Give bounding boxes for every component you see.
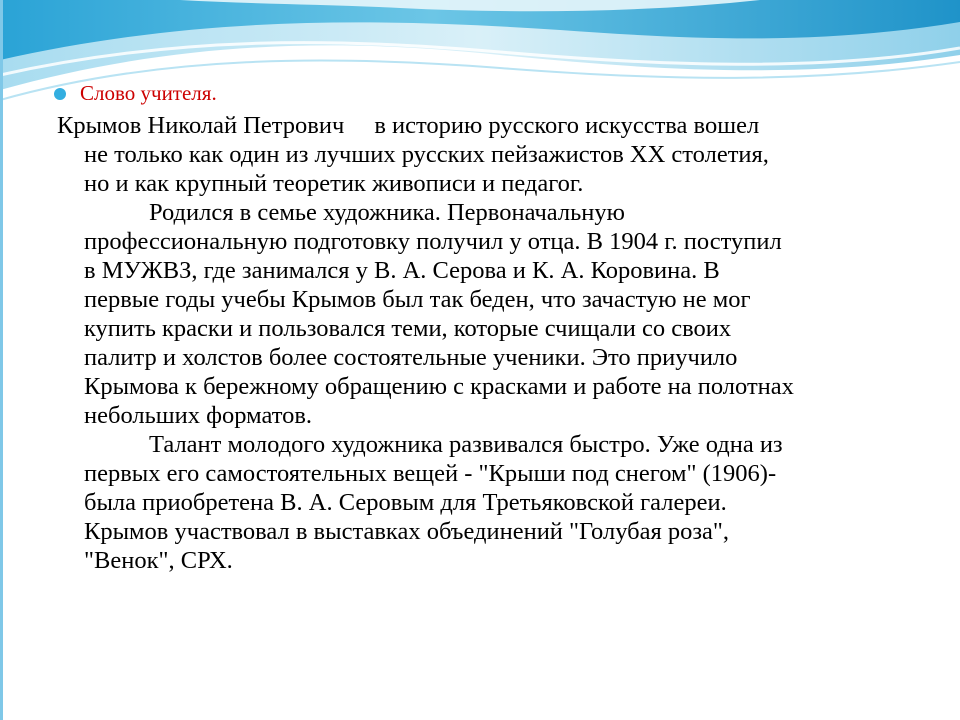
text-line: Крымова к бережному обращению с красками и работе на полотнах <box>84 373 794 400</box>
text-line: купить краски и пользовался теми, которые счищали со своих <box>84 315 732 342</box>
bullet-icon <box>54 88 66 100</box>
text-line: небольших форматов. <box>84 402 313 429</box>
text-line: не только как один из лучших русских пейзажистов XX столетия, <box>84 141 769 168</box>
text-line: профессиональную подготовку получил у отца. В 1904 г. поступил <box>84 228 782 255</box>
text-line: Талант молодого художника развивался быстро. Уже одна из <box>149 431 783 458</box>
left-edge-stripe <box>0 0 3 720</box>
text-line: но и как крупный теоретик живописи и педагог. <box>84 170 584 197</box>
text-line: Крымов участвовал в выставках объединений "Голубая роза", <box>84 518 730 545</box>
text-line <box>40 111 940 140</box>
text-line: Родился в семье художника. Первоначальную <box>149 199 625 226</box>
text-line: первые годы учебы Крымов был так беден, что зачастую не мог <box>84 286 751 313</box>
bullet-heading <box>54 80 217 106</box>
text-line: была приобретена В. А. Серовым для Третьяковской галереи. <box>84 489 727 516</box>
body-text <box>40 111 940 575</box>
text-line-part: в историю русского искусства вошел <box>374 112 760 139</box>
bullet-text: Слово учителя. <box>80 80 217 105</box>
text-line-part: Крымов Николай Петрович <box>57 112 345 139</box>
text-line: "Венок", СРХ. <box>84 547 233 574</box>
text-line: в МУЖВЗ, где занимался у В. А. Серова и К. А. Коровина. В <box>84 257 720 284</box>
text-line: палитр и холстов более состоятельные ученики. Это приучило <box>84 344 738 371</box>
text-line: первых его самостоятельных вещей - "Крыши под снегом" (1906)- <box>84 460 777 487</box>
